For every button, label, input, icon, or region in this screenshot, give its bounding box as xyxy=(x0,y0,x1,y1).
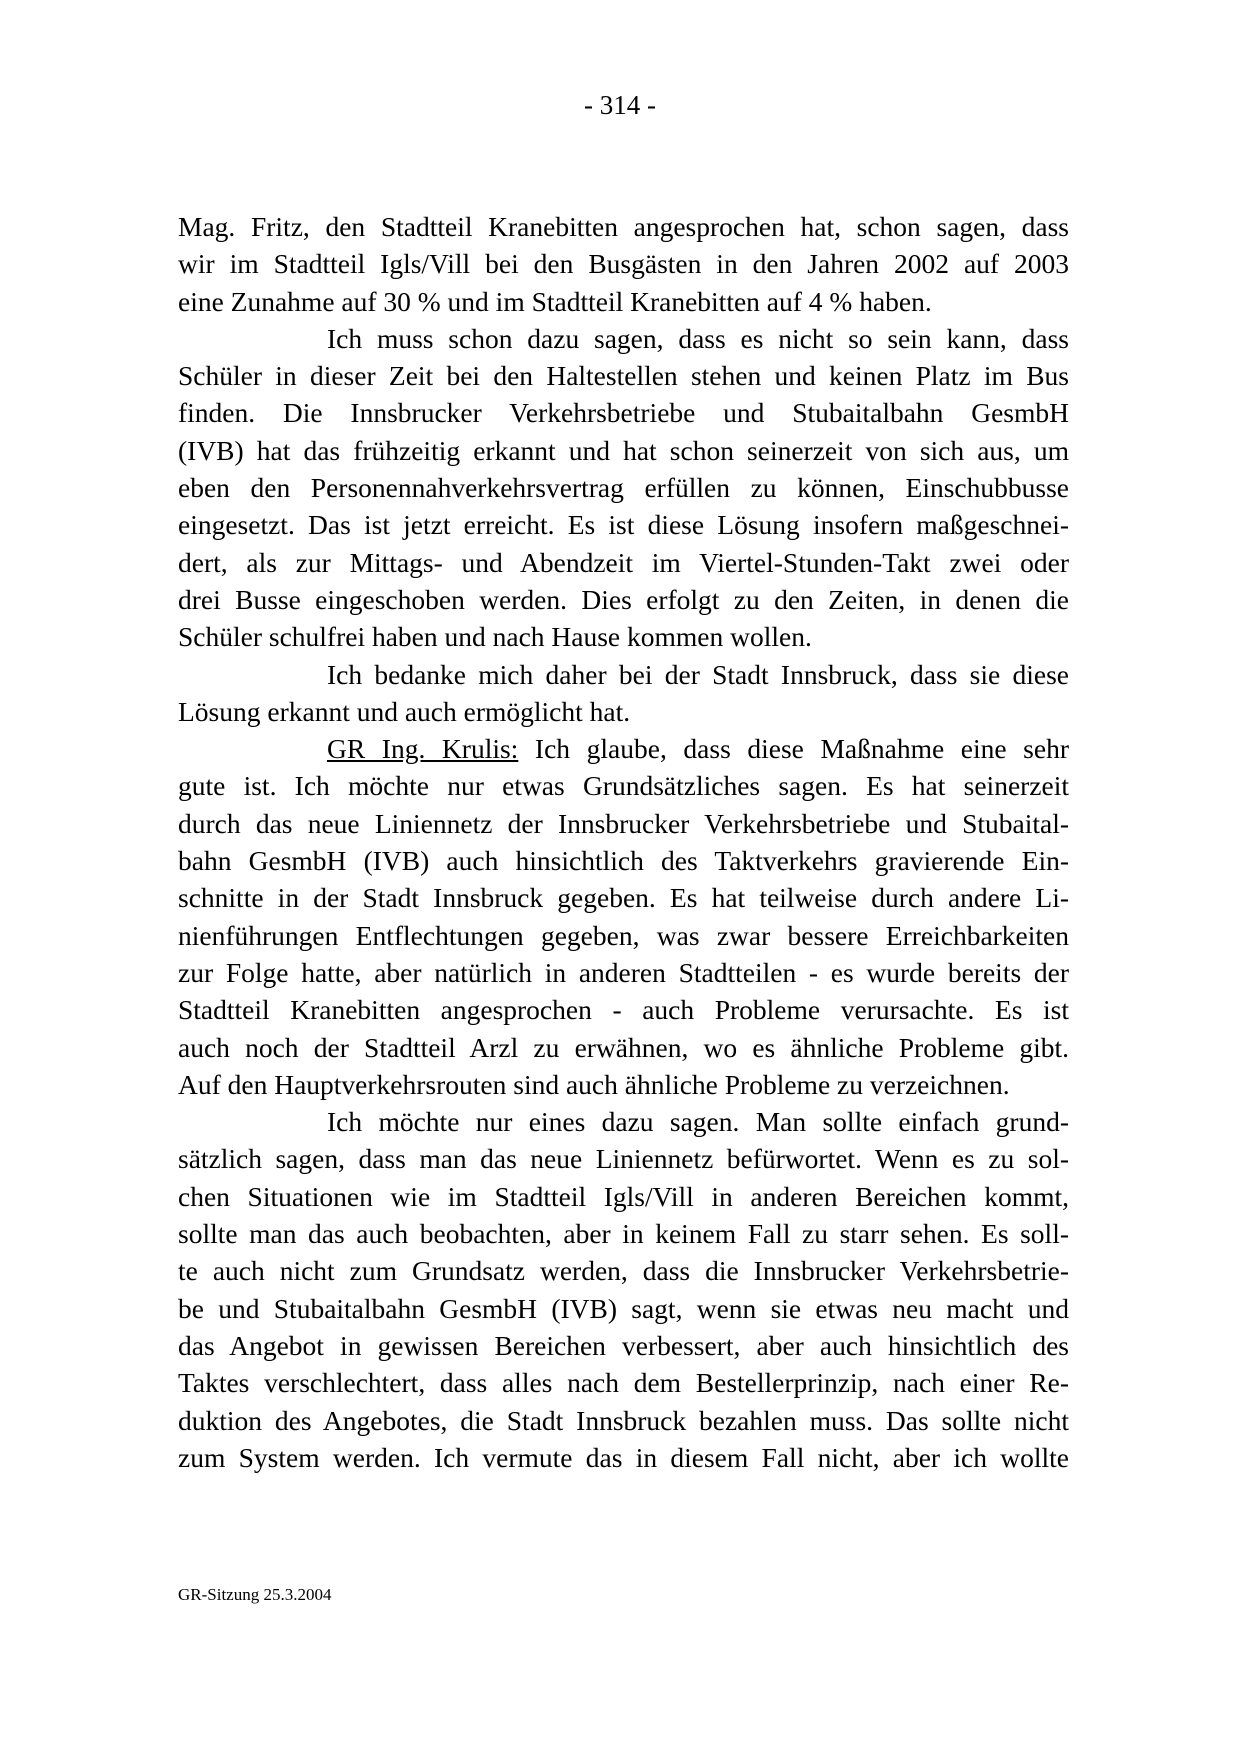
text-line: zur Folge hatte, aber natürlich in anderen Stadtteilen - es wurde bereits der xyxy=(178,956,1069,988)
text-line: Lösung erkannt und auch ermöglicht hat. xyxy=(178,695,631,727)
text-line: (IVB) hat das frühzeitig erkannt und hat schon seinerzeit von sich aus, um xyxy=(178,434,1069,466)
text-line: durch das neue Liniennetz der Innsbrucker Verkehrsbetriebe und Stubaital- xyxy=(178,807,1069,839)
text-line: chen Situationen wie im Stadtteil Igls/Vill in anderen Bereichen kommt, xyxy=(178,1180,1069,1212)
document-body xyxy=(178,208,1069,1476)
text-line: nienführungen Entflechtungen gegeben, was zwar bessere Erreichbarkeiten xyxy=(178,919,1069,951)
text-line: das Angebot in gewissen Bereichen verbessert, aber auch hinsichtlich des xyxy=(178,1329,1069,1361)
text-line: schnitte in der Stadt Innsbruck gegeben. Es hat teilweise durch andere Li- xyxy=(178,882,1069,914)
text-line: Ich bedanke mich daher bei der Stadt Innsbruck, dass sie diese xyxy=(327,658,1069,690)
paragraph xyxy=(178,320,1069,656)
paragraph xyxy=(178,1103,1069,1476)
text-line: zum System werden. Ich vermute das in diesem Fall nicht, aber ich wollte xyxy=(178,1441,1069,1473)
text-line: Taktes verschlechtert, dass alles nach dem Bestellerprinzip, nach einer Re- xyxy=(178,1367,1069,1399)
paragraph xyxy=(178,208,1069,320)
text-line: be und Stubaitalbahn GesmbH (IVB) sagt, wenn sie etwas neu macht und xyxy=(178,1292,1069,1324)
text-line: eben den Personennahverkehrsvertrag erfüllen zu können, Einschubbusse xyxy=(178,472,1069,504)
page-footer: GR-Sitzung 25.3.2004 xyxy=(178,1585,332,1604)
text-line: Schüler schulfrei haben und nach Hause kommen wollen. xyxy=(178,621,812,653)
text-line: Auf den Hauptverkehrsrouten sind auch ähnliche Probleme zu verzeichnen. xyxy=(178,1068,1010,1100)
text-line: Mag. Fritz, den Stadtteil Kranebitten angesprochen hat, schon sagen, dass xyxy=(178,211,1069,242)
text-line: auch noch der Stadtteil Arzl zu erwähnen, wo es ähnliche Probleme gibt. xyxy=(178,1031,1069,1063)
text-line: Stadtteil Kranebitten angesprochen - auch Probleme verursachte. Es ist xyxy=(178,994,1069,1026)
text-line: eine Zunahme auf 30 % und im Stadtteil Kranebitten auf 4 % haben. xyxy=(178,285,932,317)
speaker-name: GR Ing. Krulis: xyxy=(327,733,519,765)
text-line xyxy=(178,730,1069,767)
text-line: sollte man das auch beobachten, aber in keinem Fall zu starr sehen. Es soll- xyxy=(178,1218,1069,1250)
text-line: sätzlich sagen, dass man das neue Liniennetz befürwortet. Wenn es zu sol- xyxy=(178,1143,1069,1175)
text-line: finden. Die Innsbrucker Verkehrsbetriebe und Stubaitalbahn GesmbH xyxy=(178,397,1069,429)
text-line: bahn GesmbH (IVB) auch hinsichtlich des Taktverkehrs gravierende Ein- xyxy=(178,845,1069,877)
paragraph xyxy=(178,730,1069,1103)
paragraph xyxy=(178,656,1069,731)
text-line: Ich möchte nur eines dazu sagen. Man sollte einfach grund- xyxy=(327,1106,1069,1138)
text-line: duktion des Angebotes, die Stadt Innsbruck bezahlen muss. Das sollte nicht xyxy=(178,1404,1069,1436)
text-line: wir im Stadtteil Igls/Vill bei den Busgästen in den Jahren 2002 auf 2003 xyxy=(178,248,1069,280)
text-line: Schüler in dieser Zeit bei den Haltestellen stehen und keinen Platz im Bus xyxy=(178,360,1069,392)
text-line: te auch nicht zum Grundsatz werden, dass die Innsbrucker Verkehrsbetrie- xyxy=(178,1255,1069,1287)
text-line: eingesetzt. Das ist jetzt erreicht. Es ist diese Lösung insofern maßgeschnei- xyxy=(178,509,1069,541)
page-number: - 314 - xyxy=(584,90,656,120)
text-line: dert, als zur Mittags- und Abendzeit im Viertel-Stunden-Takt zwei oder xyxy=(178,546,1069,578)
text-line: drei Busse eingeschoben werden. Dies erfolgt zu den Zeiten, in denen die xyxy=(178,583,1069,615)
text-line: gute ist. Ich möchte nur etwas Grundsätzliches sagen. Es hat seinerzeit xyxy=(178,770,1069,802)
speaker-text: Ich glaube, dass diese Maßnahme eine sehr xyxy=(518,733,1070,765)
text-line: Ich muss schon dazu sagen, dass es nicht so sein kann, dass xyxy=(327,322,1069,354)
